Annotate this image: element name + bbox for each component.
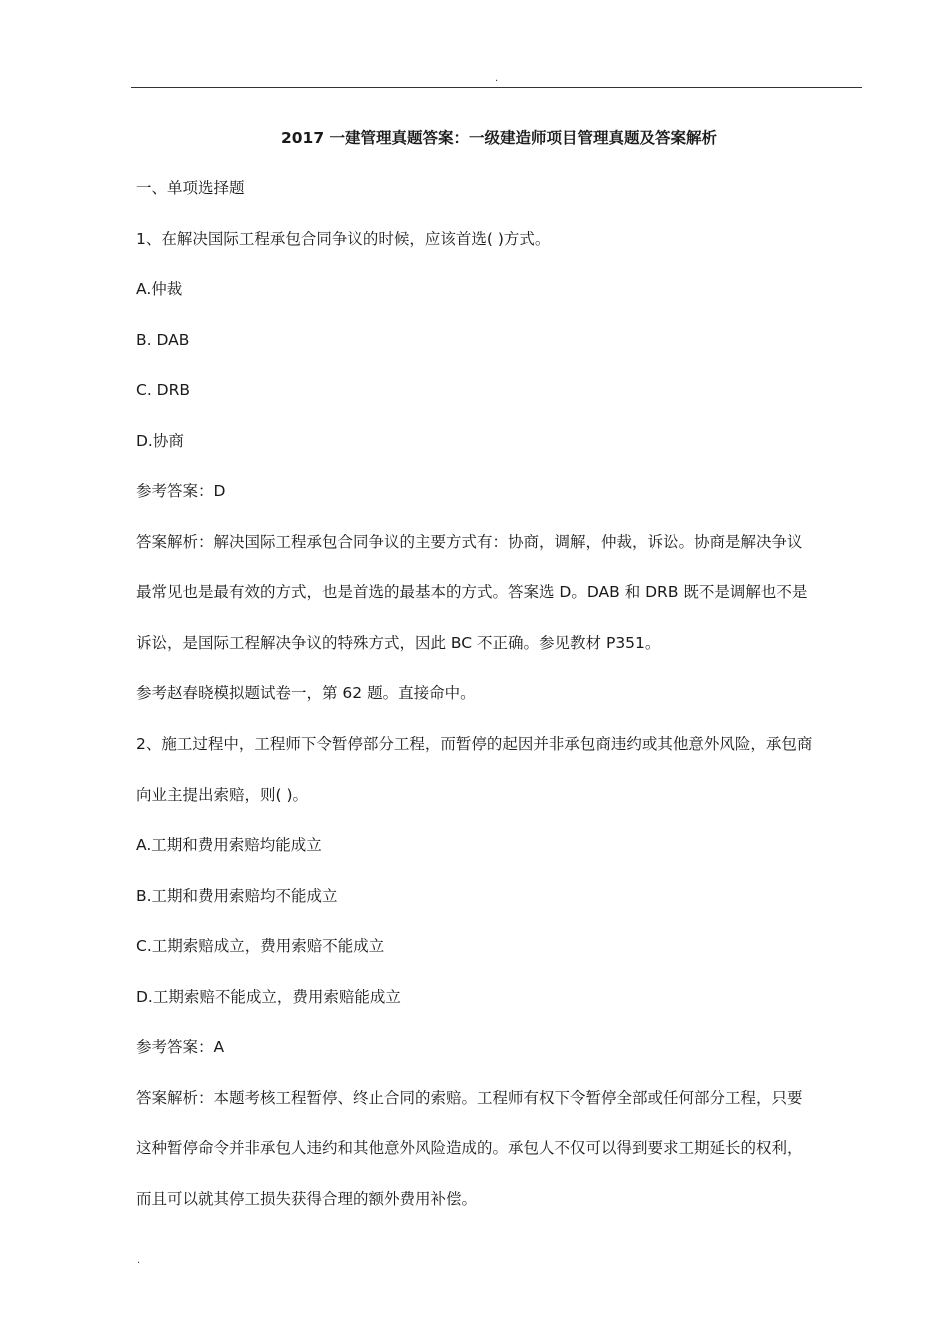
footer-mark: .	[137, 1255, 141, 1266]
question-1-analysis-line-2: 最常见也是最有效的方式，也是首选的最基本的方式。答案选 D。DAB 和 DRB 既不是调解也不是	[136, 583, 808, 602]
question-1-answer: 参考答案：D	[136, 482, 226, 501]
question-2-option-c: C.工期索赔成立，费用索赔不能成立	[136, 937, 385, 956]
question-2-analysis-line-3: 而且可以就其停工损失获得合理的额外费用补偿。	[136, 1189, 478, 1208]
question-1-analysis-line-3: 诉讼，是国际工程解决争议的特殊方式，因此 BC 不正确。参见教材 P351。	[136, 633, 661, 652]
question-2-analysis-line-2: 这种暂停命令并非承包人违约和其他意外风险造成的。承包人不仅可以得到要求工期延长的权利，	[136, 1139, 803, 1158]
document-title: 2017 一建管理真题答案：一级建造师项目管理真题及答案解析	[280, 129, 718, 147]
question-2-option-b: B.工期和费用索赔均不能成立	[136, 886, 338, 905]
question-1-option-d: D.协商	[136, 431, 184, 450]
question-2-analysis-line-1: 答案解析：本题考核工程暂停、终止合同的索赔。工程师有权下令暂停全部或任何部分工程，只要	[136, 1088, 803, 1107]
document-body	[136, 177, 862, 1238]
header-rule	[131, 87, 862, 88]
question-1-option-a: A.仲裁	[136, 280, 183, 299]
question-2-option-d: D.工期索赔不能成立，费用索赔能成立	[136, 987, 401, 1006]
question-1-analysis-line-1: 答案解析：解决国际工程承包合同争议的主要方式有：协商，调解，仲裁，诉讼。协商是解决争议	[136, 532, 803, 551]
question-1-stem: 1、在解决国际工程承包合同争议的时候，应该首选( )方式。	[136, 229, 551, 248]
question-1-option-c: C. DRB	[136, 381, 191, 400]
question-2-option-a: A.工期和费用索赔均能成立	[136, 836, 322, 855]
header-mark: .	[495, 73, 499, 84]
section-heading: 一、单项选择题	[136, 179, 245, 197]
question-2-stem-line-2: 向业主提出索赔，则( )。	[136, 785, 309, 804]
question-2-stem-line-1: 2、施工过程中，工程师下令暂停部分工程，而暂停的起因并非承包商违约或其他意外风险，承包商	[136, 735, 813, 754]
question-1-reference: 参考赵春晓模拟题试卷一，第 62 题。直接命中。	[136, 684, 476, 703]
question-2-answer: 参考答案：A	[136, 1038, 225, 1057]
question-1-option-b: B. DAB	[136, 330, 190, 349]
